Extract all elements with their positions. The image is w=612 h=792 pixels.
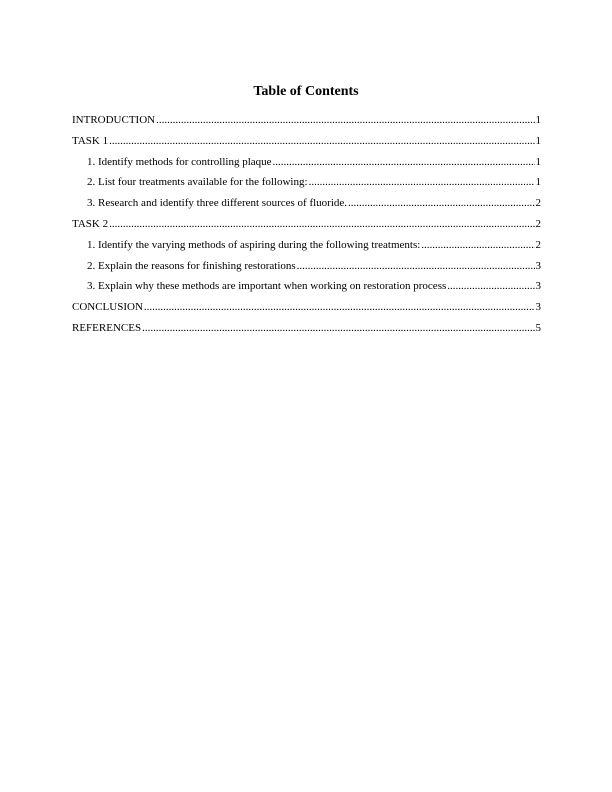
toc-entry-task-1-item-2[interactable] (72, 174, 541, 195)
toc-page-number: 2 (535, 238, 541, 251)
toc-entry-text: 1. Identify the varying methods of aspiring during the following treatments: (87, 238, 421, 251)
toc-entry-text: 1. Identify methods for controlling plaque (87, 155, 272, 168)
dot-leader (109, 133, 534, 149)
toc-entry-task-2-item-3[interactable] (72, 278, 541, 299)
toc-entry-text: CONCLUSION (72, 301, 143, 314)
toc-page-number: 1 (535, 155, 541, 168)
toc-title: Table of Contents (253, 84, 359, 99)
dot-leader (421, 237, 534, 253)
toc-entry-text: 2. List four treatments available for the following: (87, 176, 308, 189)
toc-entry-task-2[interactable] (72, 216, 541, 237)
toc-page-number: 5 (535, 321, 541, 334)
toc-page-number: 3 (535, 259, 541, 272)
toc-entry-introduction[interactable] (72, 112, 541, 133)
dot-leader (273, 154, 535, 170)
toc-page-number: 2 (535, 197, 541, 210)
dot-leader (348, 195, 534, 211)
dot-leader (297, 258, 535, 274)
toc-page-number: 2 (535, 217, 541, 230)
toc-entry-text: TASK 1 (72, 134, 109, 147)
toc-entry-text: TASK 2 (72, 217, 109, 230)
toc-entry-task-1[interactable] (72, 133, 541, 154)
toc-entry-text: INTRODUCTION (72, 114, 156, 126)
toc-entry-task-1-item-1[interactable] (72, 154, 541, 175)
toc-page-number: 1 (535, 134, 541, 147)
toc-page-number: 3 (535, 301, 541, 314)
toc-entry-text: 3. Explain why these methods are important when working on restoration process (87, 280, 447, 293)
toc-page-number: 3 (535, 280, 541, 293)
dot-leader (309, 174, 535, 190)
toc-list (72, 112, 541, 341)
toc-entry-task-2-item-2[interactable] (72, 258, 541, 279)
toc-page-number: 1 (535, 176, 541, 189)
toc-entry-text: 3. Research and identify three different sources of fluoride. (87, 197, 348, 210)
dot-leader (156, 112, 534, 128)
toc-entry-references[interactable] (72, 320, 541, 341)
dot-leader (144, 299, 535, 315)
toc-entry-text: 2. Explain the reasons for finishing restorations (87, 259, 296, 272)
dot-leader (109, 216, 534, 232)
toc-entry-task-1-item-3[interactable] (72, 195, 541, 216)
dot-leader (142, 320, 534, 336)
dot-leader (447, 278, 534, 294)
toc-page-number: 1 (535, 114, 541, 126)
toc-entry-text: REFERENCES (72, 321, 142, 334)
toc-entry-conclusion[interactable] (72, 299, 541, 320)
toc-entry-task-2-item-1[interactable] (72, 237, 541, 258)
